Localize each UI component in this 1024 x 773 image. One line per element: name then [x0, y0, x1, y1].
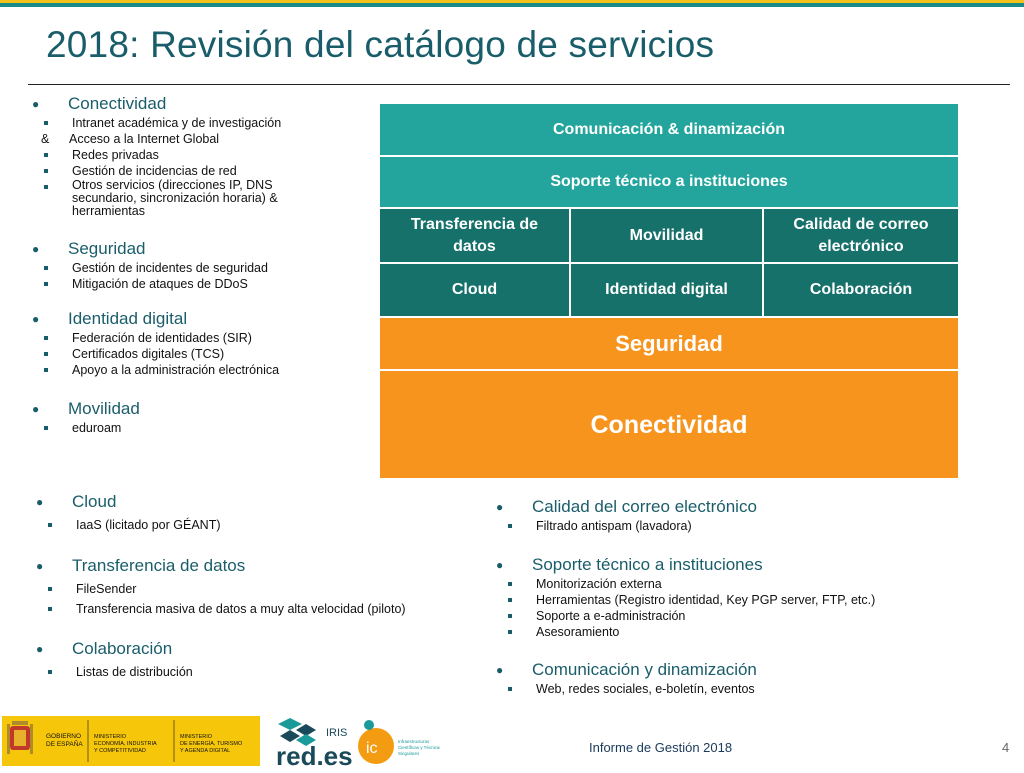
block-colaboracion: Colaboración [764, 264, 958, 316]
square-bullet-icon [48, 670, 52, 674]
logo-text-gobierno-2: DE ESPAÑA [46, 741, 83, 748]
logo-text-min1-3: Y COMPETITIVIDAD [94, 748, 146, 754]
list-item-text: IaaS (licitado por GÉANT) [76, 518, 221, 532]
square-bullet-icon [508, 598, 512, 602]
bullet-icon: ● [36, 642, 44, 656]
category-movilidad [28, 399, 378, 436]
logo-text-icts-2: Científicas y Técnicas [398, 745, 440, 750]
square-bullet-icon [44, 352, 48, 356]
category-conectividad [28, 94, 378, 219]
category-title: Colaboración [72, 639, 173, 658]
list-item [492, 576, 1012, 592]
bullet-icon: ● [496, 663, 504, 677]
list-item [28, 346, 378, 362]
bullet-icon: ● [32, 312, 40, 326]
square-bullet-icon [44, 368, 48, 372]
square-bullet-icon [44, 426, 48, 430]
square-bullet-icon [508, 630, 512, 634]
page-title: 2018: Revisión del catálogo de servicios [46, 24, 715, 65]
footer-logos [0, 710, 440, 768]
ampersand-bullet-icon: & [41, 132, 50, 146]
bullet-icon: ● [496, 558, 504, 572]
list-item [28, 276, 378, 292]
logos-svg [0, 710, 440, 768]
category-identidad-digital [28, 309, 378, 378]
block-seguridad: Seguridad [380, 318, 958, 369]
list-item [32, 581, 482, 597]
list-item [32, 517, 482, 533]
bullet-icon: ● [32, 97, 40, 111]
list-item-text: Soporte a e-administración [536, 609, 686, 623]
list-item-text: Federación de identidades (SIR) [72, 331, 252, 345]
category-title: Cloud [72, 492, 117, 511]
title-divider [28, 84, 1010, 85]
block-identidad: Identidad digital [571, 264, 762, 316]
logo-text-rediris-small: IRIS [326, 727, 348, 739]
category-title: Comunicación y dinamización [532, 660, 757, 679]
list-item-text: Acceso a la Internet Global [69, 132, 220, 146]
list-item [32, 601, 482, 617]
list-item [28, 420, 378, 436]
bullet-icon: ● [32, 402, 40, 416]
category-seguridad [28, 239, 378, 292]
block-transferencia: Transferencia de datos [380, 209, 569, 262]
svg-text:ic: ic [366, 740, 378, 757]
square-bullet-icon [44, 169, 48, 173]
list-item-text: Certificados digitales (TCS) [72, 347, 225, 361]
list-item-text: Filtrado antispam (lavadora) [536, 519, 692, 533]
list-item [32, 664, 482, 680]
list-item [28, 260, 378, 276]
list-item-text: Transferencia masiva de datos a muy alta velocidad (piloto) [76, 602, 406, 616]
list-item [492, 608, 1012, 624]
list-item [28, 131, 378, 147]
list-item-text: eduroam [72, 421, 122, 435]
list-item-text: Asesoramiento [536, 625, 620, 639]
list-item [492, 681, 1012, 697]
bullet-icon: ● [36, 495, 44, 509]
list-item [28, 163, 378, 179]
square-bullet-icon [48, 607, 52, 611]
square-bullet-icon [44, 266, 48, 270]
bottom-right-service-list [492, 497, 1012, 697]
icts-logo-icon [358, 720, 394, 764]
category-cloud [32, 492, 482, 533]
square-bullet-icon [508, 524, 512, 528]
logo-text-min1-2: ECONOMÍA, INDUSTRIA [94, 741, 157, 747]
category-calidad-correo [492, 497, 1012, 534]
left-service-list [28, 94, 378, 436]
square-bullet-icon [508, 614, 512, 618]
square-bullet-icon [44, 336, 48, 340]
logo-text-min2-1: MINISTERIO [180, 734, 213, 740]
block-calidad-correo: Calidad de correo electrónico [764, 209, 958, 262]
block-soporte: Soporte técnico a instituciones [380, 157, 958, 207]
category-transferencia [32, 556, 482, 617]
bullet-icon: ● [32, 242, 40, 256]
category-soporte [492, 555, 1012, 640]
category-title: Seguridad [68, 239, 146, 258]
list-item [28, 115, 378, 131]
block-conectividad: Conectividad [380, 371, 958, 478]
category-title: Transferencia de datos [72, 556, 246, 575]
square-bullet-icon [44, 153, 48, 157]
bullet-icon: ● [36, 559, 44, 573]
service-catalog-diagram [380, 104, 958, 478]
page-number: 4 [1002, 740, 1010, 755]
list-item-text: Apoyo a la administración electrónica [72, 363, 280, 377]
list-item-text: Mitigación de ataques de DDoS [72, 277, 248, 291]
bullet-icon: ● [496, 500, 504, 514]
square-bullet-icon [48, 587, 52, 591]
block-cloud: Cloud [380, 264, 569, 316]
list-item [492, 592, 1012, 608]
square-bullet-icon [508, 582, 512, 586]
list-item-text: FileSender [76, 582, 137, 596]
list-item [492, 624, 1012, 640]
bottom-left-service-list [32, 492, 482, 680]
list-item [28, 362, 378, 378]
square-bullet-icon [44, 185, 48, 189]
square-bullet-icon [48, 523, 52, 527]
logo-text-min1-1: MINISTERIO [94, 734, 127, 740]
footer-report-title: Informe de Gestión 2018 [589, 740, 733, 755]
list-item [28, 147, 378, 163]
block-movilidad: Movilidad [571, 209, 762, 262]
list-item-text: Monitorización externa [536, 577, 662, 591]
logo-text-rediris-main: red.es [276, 741, 353, 768]
square-bullet-icon [508, 687, 512, 691]
list-item-text: Intranet académica y de investigación [72, 116, 282, 130]
category-title: Identidad digital [68, 309, 188, 328]
list-item-text: Gestión de incidentes de seguridad [72, 261, 268, 275]
category-comunicacion [492, 660, 1012, 697]
logo-text-min2-2: DE ENERGÍA, TURISMO [180, 741, 243, 747]
list-item-text: Redes privadas [72, 148, 159, 162]
list-item [492, 518, 1012, 534]
category-title: Conectividad [68, 94, 167, 113]
list-item-text: Gestión de incidencias de red [72, 164, 237, 178]
list-item-text: Herramientas (Registro identidad, Key PGP server, FTP, etc.) [536, 593, 876, 607]
list-item [28, 179, 317, 219]
category-title: Movilidad [68, 399, 140, 418]
logo-text-gobierno-1: GOBIERNO [46, 733, 82, 740]
list-item-text: Listas de distribución [76, 665, 193, 679]
block-comunicacion: Comunicación & dinamización [380, 104, 958, 155]
category-colaboracion [32, 639, 482, 680]
square-bullet-icon [44, 121, 48, 125]
square-bullet-icon [44, 282, 48, 286]
list-item-text: Web, redes sociales, e-boletín, eventos [536, 682, 755, 696]
category-title: Soporte técnico a instituciones [532, 555, 763, 574]
list-item-text: Otros servicios (direcciones IP, DNS secundario, sincronización horaria) & herramientas [72, 178, 278, 218]
category-title: Calidad del correo electrónico [532, 497, 757, 516]
logo-text-icts-1: Infraestructuras [398, 739, 430, 744]
top-band-teal [0, 3, 1024, 7]
list-item [28, 330, 378, 346]
logo-text-icts-3: Singulares [398, 751, 420, 756]
logo-text-min2-3: Y AGENDA DIGITAL [180, 748, 231, 754]
